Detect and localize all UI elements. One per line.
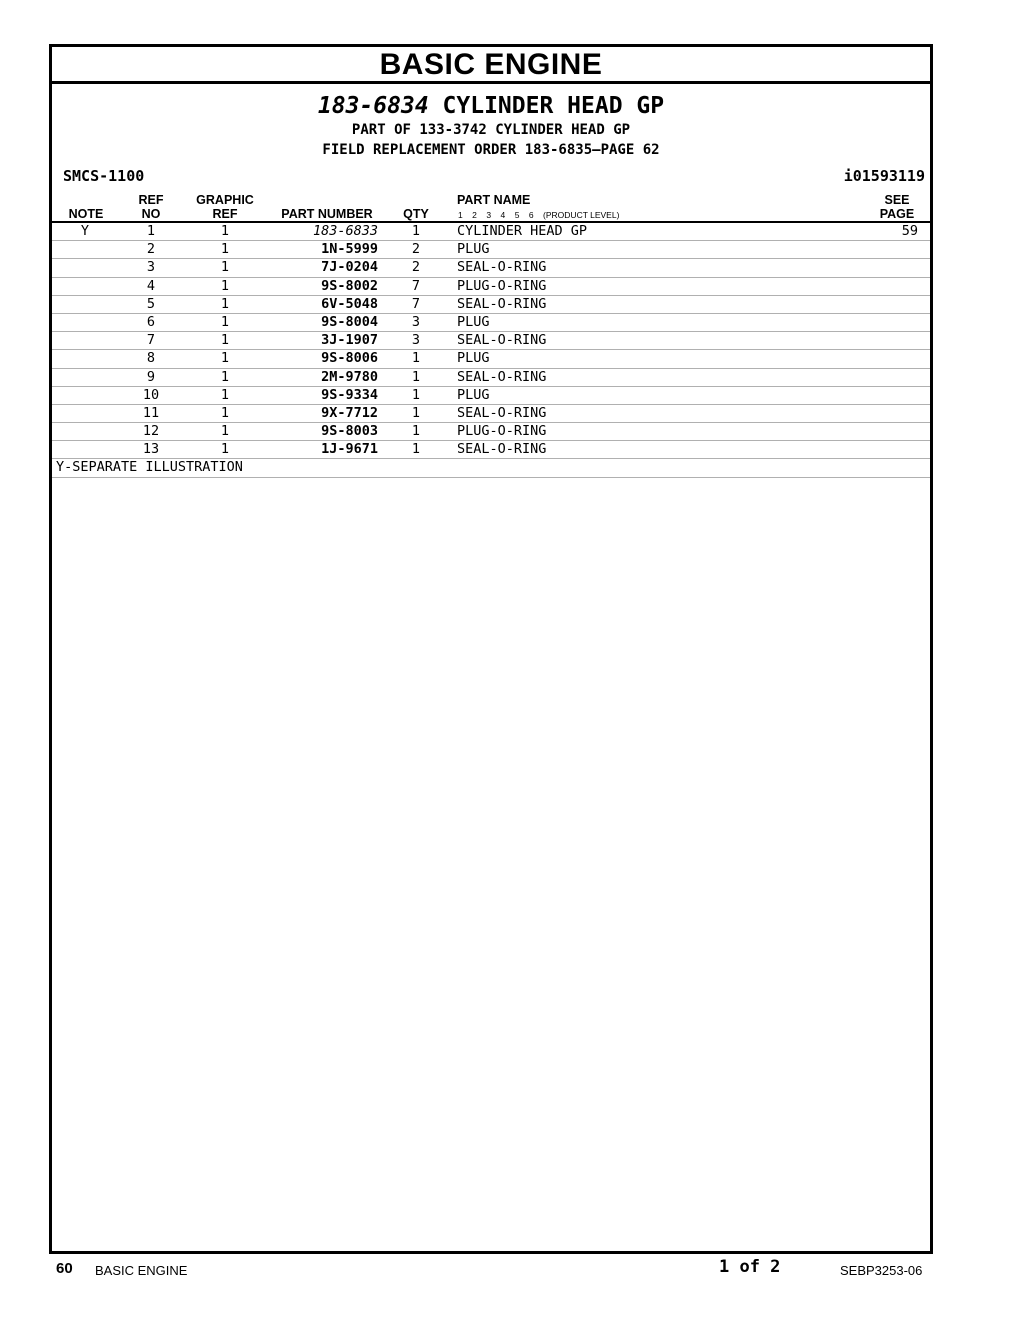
col-note: NOTE: [68, 207, 104, 221]
qty-cell: 7: [411, 277, 421, 294]
col-ref-bottom: NO: [141, 207, 161, 221]
col-product-levels: 1 2 3 4 5 6 (PRODUCT LEVEL): [458, 210, 620, 220]
graphic-ref-cell: 1: [220, 259, 230, 276]
qty-cell: 1: [411, 223, 421, 239]
qty-cell: 1: [411, 404, 421, 421]
part-number-cell: 9S-9334: [321, 386, 378, 403]
ref-cell: 11: [142, 404, 160, 421]
qty-cell: 2: [411, 241, 421, 258]
group-number: 183-6834: [317, 93, 429, 119]
part-number-cell: 7J-0204: [321, 259, 378, 276]
table-row: [52, 223, 930, 241]
table-row: [52, 369, 930, 387]
table-row: [52, 278, 930, 296]
graphic-ref-cell: 1: [220, 350, 230, 367]
part-name-cell: PLUG: [457, 386, 490, 403]
parts-table: [52, 223, 930, 478]
ref-cell: 9: [146, 368, 156, 385]
qty-cell: 1: [411, 423, 421, 440]
ref-cell: 10: [142, 386, 160, 403]
graphic-ref-cell: 1: [220, 277, 230, 294]
ref-cell: 13: [142, 441, 160, 458]
footer-section-name: BASIC ENGINE: [95, 1263, 188, 1278]
part-name-cell: SEAL-O-RING: [457, 295, 547, 312]
footnote-row: [52, 459, 930, 477]
qty-cell: 1: [411, 350, 421, 367]
part-number-cell: 3J-1907: [321, 332, 378, 349]
col-graphic-top: GRAPHIC: [196, 193, 254, 207]
qty-cell: 3: [411, 332, 421, 349]
qty-cell: 3: [411, 313, 421, 330]
part-number-cell: 1N-5999: [321, 241, 378, 258]
part-name-cell: PLUG: [457, 350, 490, 367]
graphic-ref-cell: 1: [220, 313, 230, 330]
part-number-cell: 2M-9780: [321, 368, 378, 385]
smcs-code: SMCS-1100: [63, 167, 145, 185]
graphic-ref-cell: 1: [220, 223, 230, 239]
table-row: [52, 296, 930, 314]
col-qty: QTY: [403, 207, 429, 221]
table-row: [52, 405, 930, 423]
ref-cell: 3: [146, 259, 156, 276]
col-see-bottom: PAGE: [879, 207, 915, 221]
part-number-cell: 9S-8004: [321, 313, 378, 330]
part-number-cell: 9S-8002: [321, 277, 378, 294]
part-name-cell: PLUG-O-RING: [457, 423, 547, 440]
ref-cell: 7: [146, 332, 156, 349]
group-name: CYLINDER HEAD GP: [442, 93, 665, 119]
table-row: [52, 387, 930, 405]
qty-cell: 1: [411, 386, 421, 403]
field-replacement-line: FIELD REPLACEMENT ORDER 183-6835—PAGE 62: [322, 142, 660, 158]
part-name-cell: CYLINDER HEAD GP: [457, 223, 588, 239]
ref-cell: 1: [146, 223, 156, 239]
document-number: SEBP3253-06: [840, 1263, 923, 1278]
part-number-cell: 9S-8003: [321, 423, 378, 440]
graphic-ref-cell: 1: [220, 423, 230, 440]
graphic-ref-cell: 1: [220, 441, 230, 458]
graphic-ref-cell: 1: [220, 332, 230, 349]
table-row: [52, 441, 930, 459]
page-frame: [49, 44, 933, 1254]
page-number: 60: [56, 1260, 73, 1277]
qty-cell: 1: [411, 441, 421, 458]
qty-cell: 1: [411, 368, 421, 385]
graphic-ref-cell: 1: [220, 368, 230, 385]
table-row: [52, 350, 930, 368]
ref-cell: 6: [146, 313, 156, 330]
note-cell: Y: [80, 223, 90, 239]
ref-cell: 4: [146, 277, 156, 294]
ref-cell: 5: [146, 295, 156, 312]
part-name-cell: SEAL-O-RING: [457, 332, 547, 349]
qty-cell: 7: [411, 295, 421, 312]
col-part-number: PART NUMBER: [281, 207, 373, 221]
part-name-cell: SEAL-O-RING: [457, 368, 547, 385]
see-page-cell: 59: [901, 223, 918, 239]
table-row: [52, 332, 930, 350]
table-row: [52, 259, 930, 277]
part-name-cell: SEAL-O-RING: [457, 259, 547, 276]
col-ref-top: REF: [138, 193, 164, 207]
sheet-count: 1 of 2: [719, 1257, 781, 1277]
footnote: Y-SEPARATE ILLUSTRATION: [56, 459, 243, 476]
ref-cell: 2: [146, 241, 156, 258]
part-name-cell: PLUG: [457, 313, 490, 330]
part-number-cell: 183-6833: [312, 223, 378, 239]
part-number-cell: 6V-5048: [321, 295, 378, 312]
part-name-cell: PLUG-O-RING: [457, 277, 547, 294]
part-of-line: PART OF 133-3742 CYLINDER HEAD GP: [351, 122, 631, 138]
col-see-top: SEE: [884, 193, 910, 207]
graphic-ref-cell: 1: [220, 404, 230, 421]
graphic-ref-cell: 1: [220, 241, 230, 258]
table-row: [52, 314, 930, 332]
col-part-name: PART NAME: [457, 193, 531, 207]
part-name-cell: PLUG: [457, 241, 490, 258]
part-name-cell: SEAL-O-RING: [457, 404, 547, 421]
section-title: BASIC ENGINE: [52, 47, 930, 84]
part-number-cell: 9S-8006: [321, 350, 378, 367]
image-id: i01593119: [843, 167, 925, 185]
graphic-ref-cell: 1: [220, 386, 230, 403]
part-number-cell: 1J-9671: [321, 441, 378, 458]
table-row: [52, 423, 930, 441]
graphic-ref-cell: 1: [220, 295, 230, 312]
ref-cell: 8: [146, 350, 156, 367]
qty-cell: 2: [411, 259, 421, 276]
ref-cell: 12: [142, 423, 160, 440]
group-heading: [52, 93, 930, 119]
table-row: [52, 241, 930, 259]
part-name-cell: SEAL-O-RING: [457, 441, 547, 458]
part-number-cell: 9X-7712: [321, 404, 378, 421]
col-graphic-bottom: REF: [212, 207, 238, 221]
